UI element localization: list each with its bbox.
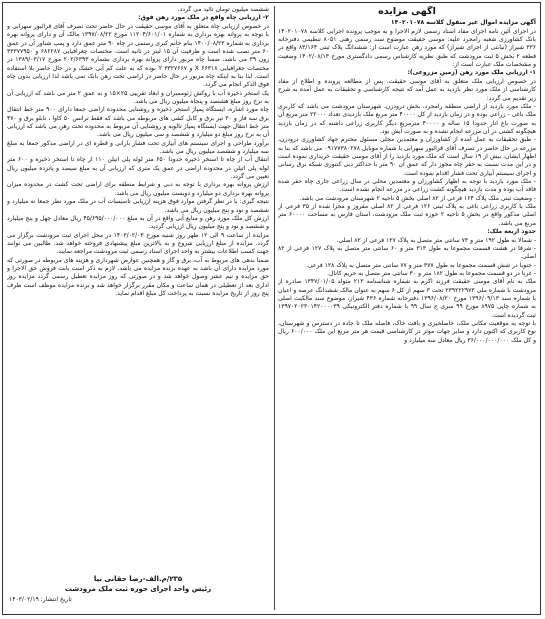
signature-block	[7, 574, 269, 604]
paragraph: - غربا در دو قسمت مجموعا به طول ۱۸۲ متر و ۳۰ سانتی متر متصل به حریم کانال.	[327, 270, 536, 278]
paragraph: ضمنا بدهی های مربوط به آب، برق و گاز و همچنین عوارض شهرداری و هزینه های مربوطه در صورتی که مورد مزایده دارای آن باشد به عهده برنده مزایده می باشد. لازم به ذکر است بابت فروش حق الاجرا و حق مزایده و نیم عشر وصول خواهد شد و در صورتی که روز مزایده تعطیل رسمی گردد مزایده روز اداری بعد از تعطیلی در همان ساعت و مکان مقرر برگزار خواهد شد و برنده مزایده موظف است ظرف پنج روز از تاریخ مزایده نسبت به پرداخت کل مبلغ اقدام نماید.	[7, 256, 269, 297]
notice-frame	[2, 2, 541, 615]
paragraph: ارزش کل ملک مورد رهن و منابع آبی واقع در آن به مبلغ ۴۵/۶۹۵/۰۰۰/۰۰۰ ریال معادل چهل و پنج میلیارد و ششصد و نود و پنج میلیون ریال ارزیابی گردید.	[7, 214, 269, 231]
paragraph: - شمالا به طول ۱۹۲ متر و ۷۳ سانتی متر متصل به پلاک ۱۲۷ فرعی از ۸۲ اصلی.	[336, 236, 536, 244]
paragraph: حدود اربعه ملک:	[487, 228, 536, 236]
notice-subtitle: آگهی مزایده اموال غیر منقول کلاسه ۱۴۰۲۰۱۰۷۸	[390, 19, 536, 26]
paragraph: - شرقا در هشت قسمت مجموعا به طول ۳۱۳ متر و ۶۰ سانتی متر متصل به پلاک ۱۲۷ فرعی از ۸۲ اصلی.	[278, 245, 536, 261]
paragraph: در خصوص ارزیابی چاه متعلق به آقای موسی حقیقت در حال حاضر تحت تصرف آقای قرائیور سهرابی و با توجه به پروانه بهره برداری به شماره ۱۱۲۰۴/۶۰۱/۰۱ مورخ ۱۳۹۷/۰۸/۲۲ مالک آن و دارای پروانه بهره برداری به شماره ۱۴۰۰/۰۸/۲۳ بنام خانم کبری رستمی در چاه ۹۰ متر عمق دارد و پمپ شناور آن در عمق ۶۰ متر نصب شده است و ظرفیت آن ۱۵ لیتر در ثانیه است. مختصات جغرافیایی ۶۸۶۲۸۷ و ۳۳۳۷۷۹۵۰ زون ۳۹ می باشد. ضمنا چاه مزبور دارای پروانه بهره برداری بشماره ۲۰۲/۶۳۹۳ مورخ ۱۳۸۹/۰۳/۱۷ در مختصات جغرافیایی ۶۶۳۱۸ X و ۳۳۲۷۶۶۷ Y بوده که به علت کم آبی خشک و در حال حاضر بلا استفاده است. لذا بنا به اینکه چاه مزبور در حال حاضر در اراضی تحت رهن بانک نمی باشد لذا ارزیابی بدون چاه فوق الذکر انجام می گردد.	[7, 22, 269, 89]
paragraph: ۲- ارزیابی چاه واقع در ملک مورد رهن فوق:	[138, 14, 269, 22]
paragraph: ۱- ارزیابی ملک مورد رهن (زمین مزروعی):	[407, 69, 536, 77]
paragraph: در خصوص ارزیابی ملک متعلق به آقای موسی حقیقت، پس از مطالعه پرونده و اطلاع از مفاد کارشناسی از ملک مورد نظر بازدید به عمل آمد که نتیجه کارشناسی و تحقیقات به عمل آمده به شرح زیر تقدیم می گردد:	[278, 77, 536, 102]
paragraph: ملک با کاربری زراعی باغی به پلاک ثبتی ۱۲۶ فرعی از ۸۲ اصلی مفروز و مجزا شده از ۳۵ فرعی از اصلی مذکور واقع در بخش ۵ ناحیه ۲ حوزه ثبت ملک مرودشت، استان فارس به مساحت ۶۰۰۰۰ متر مربع می باشد.	[278, 203, 536, 227]
left-column	[7, 6, 269, 612]
publish-date: تاریخ انتشار: ۱۴۰۳/۰۲/۱۹	[9, 596, 72, 603]
paragraph: - وضعیت ثبتی ملک پلاک ۱۶۴ فرعی از ۸۲ اصلی بخش ۵ ناحیه ۲ شهرستان مرودشت می باشد.	[299, 194, 536, 202]
paragraph: در اجرای آئین نامه اجرای مفاد اسناد رسمی لازم الاجرا و به موجب پرونده اجرایی کلاسه ۱۴۰۲۰۱۰۷۸ بانک کشاورزی شعبه رامجرد علیه: موسی حقیقت موضوع سند رسمی رهنی ۸۰۵۱ تنظیمی دفترخانه ۳۳۶ شیراز (نیابتی از اجرای شیراز) که مورد رهن عبارت است از: ششدانگ پلاک ثبتی ۸۳/۱۶۴ واقع در قطعه ۲ بخش ۵ ثبت مرودشت که طبق نظریه کارشناس رسمی دادگستری مورخ ۱۴۰۲/۰۸/۱۳ وضعیت و مشخصات ملک عبارت است از:	[278, 27, 536, 68]
paragraph: نتیجه گیری: با در نظر گرفتن موارد فوق هزینه ارزیابی تاسیسات آب در ملک مورد نظر جمعا نه میلیارد و ششصد و نود و پنج میلیون ریال می باشد.	[7, 198, 269, 214]
column-divider	[274, 6, 275, 610]
paragraph: - جنوبا در شش قسمت مجموعا به طول ۳۷۷ متر و ۷۷ سانتی متر متصل به پلاک ۱۲۸ فرعی.	[305, 261, 536, 269]
paragraph: ملک به نام آقای موسی حقیقت فرزند اکرم به شماره شناسنامه ۲۱۳ متولد ۱۳۴۷/۰۱/۰۵ صادره از مرودشت با شماره ملی ۲۳۹۲۲۲۹۷۳ تحت ۳ سهم از کل ۶ سهم به عنوان مالک ششدانگ عرصه و اعیان با شماره سند ۱۳۹۶/۰۹/۱۳ مورخ ۱۳۹۶/۰۸/۲۰ دفترخانه شماره ۴۳۶ شیراز، موضوع سند مالکیت اصلی به شماره چاپی ۸۹۷۵ مورخ ۹۹ سری ج سال ۹۹ با شماره دفتر الکترونیکی ۱۳۹۷۰۲۰۲۳۰۱۴۲۰۰۰۰۳۹ ثبت گردیده است.	[278, 278, 536, 319]
paragraph: انتقال آب از چاه تا استخر ذخیره حدودا ۶۵۰ متر لوله پلی اتیلن ۱۱۰ از چاه تا استخر ذخیره و ۶۰۰ متر لوله پلی اتیلن در محدوده اراضی در عمق یک متری که ارزیابی آن به مبلغ سیصد و پانزده میلیون ریال تعیین می گردد.	[7, 156, 269, 181]
paragraph: ششصد میلیون تومان تائید می گردد.	[177, 6, 269, 13]
paragraph: یک استخر ذخیره آب با روکش ژئوممبران و ابعاد تقریبی ۲۵×۱۵ و به عمق ۲ متر می باشد که ارزیابی آن به نرخ روز مبلغ هشتصد و پنجاه میلیون ریال می باشد.	[7, 89, 269, 106]
paragraph: چاه مورد اشاره، ایستگاه پمپاژ استخر ذخیره و روشنایی محدوده اراضی جمعا دارای ۹۰۰ متر خط انتقال برق سه فاز و ۳۰ تیر برق و کابل کشی های مربوطه می باشد که فقط ترانس ۵۰ کاوا ، تابلو برق و ۴۷۰ متر خط انتقال جهت ایستگاه پمپاژ تالوبه و روشنایی آن مربوط به محدوده تحت رهن می باشد که ارزیابی آن به نرخ روز مبلغ دو میلیارد و ششصد و سی میلیون ریال می باشد.	[7, 106, 269, 139]
paragraph: با توجه به موقعیت مکانی ملک، حاصلخیزی و بافت خاک، فاصله ملک تا جاده در دسترس و شهرستان، نوع کاربری که اکنون دارد و سایر جهات موثر در کارشناسی قیمت هر متر مربع این ملک ۶۰۰/۰۰۰ ریال و کل ملک ۳۶/۰۰۰/۰۰۰/۰۰۰ ریال معادل سه میلیارد و	[278, 320, 536, 344]
paragraph: - ملک مورد بازدید از اراضی منطقه رامجرد، بخش درودزن، شهرستان مرودشت می باشد که کاربری ملک باغی - زراعی بوده و در زمان بازدید از کل ۴۰۰۰۰ متر مربع ملک بازدیدی تعداد ۲۲۰۰۰ متر مربع آن به صورت باغ انار حدودا ۱۵ ساله و ۴۰۰۰۰ مترمربع دیگر کاربری زراعی داشته که در زمان بازدید هیچگونه کشتی در آن مزرعه انجام نشده و به صورت آیش بود.	[278, 102, 536, 135]
signature-title: رئیس واحد اجرای حوزه ثبت ملک مرودشت	[64, 585, 212, 593]
notice-title: آگهی مزایده	[378, 6, 436, 17]
paragraph: ارزش پروانه بهره برداری با توجه به دبی و شرایط منطقه برای اراضی تحت کشت در محدوده میزان پروانه بهره برداری دو میلیارد و دویست میلیون ریال می باشد.	[7, 181, 269, 197]
paragraph: - طبق تحقیقات به عمل آمده از کشاورزان و معتمدین محلی مسئول محترم جهاد کشاورزی درودزن، مزرعه در حال حاضر در تصرف آقای قرائیور سهرابی با شماره موبایل ۰۹۱۷۷۳۸۰۲۷۸ می باشد که بنا به اظهار ایشان، بیش از ۱۹ سال است که ملک مورد بازدید را از آقای موسی حقیقت خریداری نموده است و در این مدت نسبت به حفر چاه مجوز دار که عمق آن ۹۰ متر با حداکثر دبی کنتوری شبکه برق رسانی و اجرای سیستم آبیاری تحت فشار اقدام نموده است.	[278, 136, 536, 177]
paragraph: برآورد طراحی و اجرای سیستم های آبیاری تحت فشار بارانی و قطره ای در اراضی مذکور جمعا به مبلغ سه میلیارد و ششصد میلیون ریال می باشد.	[7, 139, 269, 156]
signature-code: ۲۳۵/م.الف-رضا حقانی نیا	[93, 575, 183, 583]
paragraph: - ملک مورد بازدید با توجه به اظهار کشاورزان و معتمدین محلی در سال زراعی جاری چاه حفر شده فاقد آب بوده و مدت بازدید هیچگونه کشت زراعی در مزرعه انجام نشده است.	[278, 178, 536, 194]
paragraph: مزایده از ساعت ۹ الی ۱۲ ظهر روز شنبه مورخ ۱۴۰۳/۰۲/۰۳ در محل اجرای ثبت مرودشت برگزار می گردد. مزایده از مبلغ ارزیابی شروع و به بالاترین مبلغ پیشنهادی فروخته خواهد شد. طالبین می توانند جهت کسب اطلاعات بیشتر به واحد اجرای اسناد رسمی ثبت مرودشت مراجعه نمایند.	[7, 231, 269, 256]
right-column	[278, 6, 536, 612]
